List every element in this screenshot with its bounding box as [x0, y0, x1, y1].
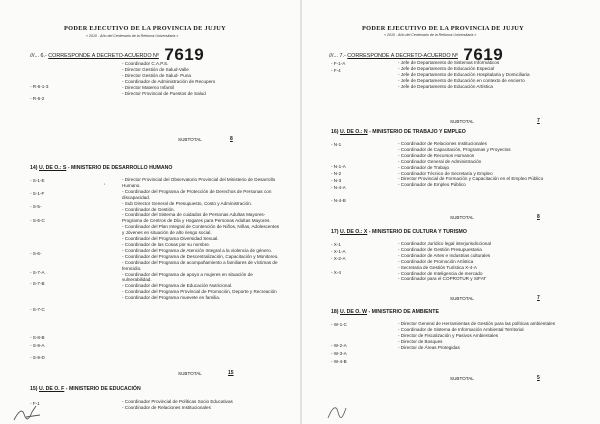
list-item: - Coordinador de Inteligencia de mercado [398, 270, 483, 276]
section-ministry: - MINISTERIO DE EDUCACIÓN [65, 386, 141, 392]
section-ministry: - MINISTERIO DE CULTURA Y TURISMO [368, 229, 467, 235]
code-label: - W-3-A [331, 351, 347, 356]
list-item: - Coordinador del Sistema de cuidados de Personas Adultas Mayores-Programa de Centros de Día y Hogares para Personas Adultas Mayores. [122, 212, 271, 224]
code-label: - N-4-A [331, 185, 346, 190]
list-item: - Coordinador de Gestión. [122, 206, 175, 212]
subtotal-value: 7 [537, 295, 540, 301]
code-label: - S-7-C [30, 307, 45, 312]
subtotal-value: 8 [230, 136, 233, 142]
intro-item-list [122, 61, 292, 96]
section-title [331, 129, 466, 135]
section-number: 14) [30, 165, 38, 171]
list-item: - Secretaria de Gestión Turística X-4-A [398, 264, 477, 270]
code-label: - S-7-B [30, 281, 45, 286]
code-label: - X-1 [331, 242, 341, 247]
section-unit: U. DE O.: S [38, 165, 67, 171]
list-item: - Coordinador de Administración de Recupero [122, 78, 216, 84]
list-item: - Director Provincial del Observatorio Provincial del Ministerio de Desarrollo Humano. [122, 177, 276, 188]
list-item: - Jefe de Departamento de Sistemas Informáticos [398, 60, 500, 65]
subtotal-label: SUBTOTAL [450, 296, 474, 301]
list-item: - Director de Bosques [398, 338, 443, 344]
page-header-subtitle: « 2010 - Año del Centenario de la Reforma Universitaria » [86, 34, 179, 38]
section-title [30, 165, 172, 171]
list-item: - Coordinador Jurídico legal interjurisdiccional [398, 241, 491, 246]
subtotal-label: SUBTOTAL [450, 376, 474, 381]
list-item: - Coordinador de Promoción Artística [398, 258, 474, 264]
code-label: - X-4 [331, 270, 341, 275]
code-label: - S-7-A [30, 270, 45, 275]
subtotal-value: 7 [537, 118, 540, 124]
list-item: - Coordinador de Capacitación, Programas y Proyectos [398, 146, 511, 152]
list-item: - Director Gestión de Salud-Valle [122, 66, 189, 72]
list-item: - Sub Director General de Presupuesto, Costo y Administración. [122, 200, 252, 206]
list-item: - Coordinador del Programa de Descentralización, Capacitación y Monitoreo. [122, 253, 279, 259]
list-item: - Coordinador del Programa de Protección de Derechos de Personas con discapacidad. [122, 188, 272, 200]
list-item: - Jefe de Departamento de Educación en contexto de encierro [398, 77, 525, 83]
list-item: - Coordinador de Trabajo [398, 164, 450, 170]
code-label: - R-6-2 [30, 96, 45, 101]
list-item: - Director Gestión de Salud- Puna [122, 72, 191, 78]
list-item: - Coordinador de Artes e Industrias culturales [398, 252, 491, 258]
handwritten-signature-icon [10, 400, 60, 424]
list-item: - Director Materno Infantil [122, 84, 174, 90]
code-label: - R-6-1-3 [30, 84, 49, 89]
list-item: - Coordinador del Programa de acompañamiento a familiares de víctimas de femicidio. [122, 259, 278, 271]
list-item: - Director de Áreas Protegidas [398, 344, 460, 350]
section-ministry: - MINISTERIO DE DESARROLLO HUMANO [67, 165, 173, 171]
list-item: - Jefe de Departamento de Educación Especial [398, 65, 495, 71]
section-ministry: - MINISTERIO DE AMBIENTE [368, 309, 439, 315]
list-item: - Coordinador de Recursos Humanos [398, 152, 475, 158]
decreto-label: CORRESPONDE A DECRETO-ACUERDO Nº [347, 53, 458, 59]
code-label: - F-1 [30, 401, 40, 406]
code-label: - N-3 [331, 178, 342, 183]
subtotal-label: SUBTOTAL [178, 371, 202, 376]
decreto-number: 7619 [463, 45, 504, 64]
subtotal-value: 15 [228, 370, 234, 376]
code-label: - S-1-F [30, 191, 45, 196]
section-title [331, 229, 467, 235]
list-item: - Director General de Herramientas de Gestión para las políticas ambientales [398, 321, 556, 326]
list-item: - Coordinador del Programa de Atención Integral a la violencia de género. [122, 247, 272, 253]
subtotal-label: SUBTOTAL [450, 119, 474, 124]
code-label: - S-6- [30, 251, 42, 256]
handwritten-signature-icon [322, 398, 362, 422]
code-label: - F-1-A [331, 61, 346, 66]
subtotal-label: SUBTOTAL [178, 137, 202, 142]
page-header-title: PODER EJECUTIVO DE LA PROVINCIA DE JUJUY [362, 25, 524, 32]
code-label: - N-4-B [331, 198, 346, 203]
section-item-list [398, 241, 588, 282]
list-item: - Coordinador del Programa de Educación Nutricional. [122, 283, 233, 289]
code-label: - W-4-B [331, 359, 347, 364]
code-label: - F-4 [331, 68, 341, 73]
list-item: - Coordinador del Plan Integral de Contención de Niños, Niñas, Adolescentes y Jóvenes en situación de alto riesgo social. [122, 224, 280, 236]
section-title [331, 309, 439, 315]
list-item: - Director de Fiscalización y Pasivos Ambientales [398, 332, 499, 338]
list-item: - Coordinador de Empleo Público [398, 182, 466, 188]
section-unit: U. DE O. W [339, 309, 368, 315]
code-label: - N-2 [331, 171, 342, 176]
decreto-label: CORRESPONDE A DECRETO-ACUERDO Nº [48, 53, 159, 59]
section-item-list [122, 177, 280, 301]
section-number: 16) [331, 129, 339, 135]
list-item: - Jefe de Departamento de Educación Artística [398, 83, 493, 89]
code-label: - S-9-A [30, 343, 45, 348]
decreto-line [329, 42, 503, 62]
decreto-prefix: ///... 6.- [30, 53, 47, 59]
section-unit: U. DE O. F [38, 386, 65, 392]
subtotal-value: 5 [537, 375, 540, 381]
list-item: - Coordinador Provincial de Políticas Socio Educativas [122, 399, 233, 404]
list-item: - Director Provincial de Formación y Capacitación en el Empleo Público [398, 176, 544, 182]
list-item: - Coordinador del Programa Diversidad Sexual. [122, 236, 219, 242]
list-item: - Director Provincial de Puestos de Salud [122, 90, 206, 96]
section-item-list [398, 141, 588, 188]
list-item: - Coordinador General de Administración [398, 158, 482, 164]
list-item: - Coordinador de Gestión Presupuestaria [398, 246, 482, 252]
section-number: 17) [331, 229, 339, 235]
code-label: - N-1-A [331, 164, 346, 169]
list-item: - Coordinador para el COPROTUR y SIFAT [398, 276, 487, 282]
list-item: - Coordinador de las Cosas por su nombre. [122, 241, 211, 247]
section-ministry: - MINISTERIO DE TRABAJO Y EMPLEO [369, 129, 466, 135]
page-header-subtitle: « 2010 - Año del Centenario de la Reforma Universitaria » [384, 33, 477, 37]
decreto-prefix: ///... 7.- [329, 53, 346, 59]
code-label: - S-6-C [30, 218, 45, 223]
section-number: 18) [331, 309, 339, 315]
list-item: - Coordinador del Programa de apoyo a mujeres en situación de vulnerabilidad. [122, 271, 253, 283]
section-item-list [398, 321, 588, 351]
intro-item-list [398, 60, 588, 90]
code-label: - N-1 [331, 142, 342, 147]
list-item: - Coordinador de Relaciones Institucionales [398, 141, 487, 146]
decreto-line [30, 42, 204, 62]
section-unit: U. DE O.: X [339, 229, 368, 235]
code-label: - S-1-E [30, 178, 45, 183]
list-item: - Coordinador C.A.P.S. [122, 61, 169, 66]
code-label: - W-1-C [331, 322, 347, 327]
section-unit: U. DE O.: N [339, 129, 368, 135]
section-number: 15) [30, 386, 38, 392]
list-item: - Coordinador del Programa muevete en familia. [122, 295, 221, 301]
subtotal-label: SUBTOTAL [450, 215, 474, 220]
page-header-title: PODER EJECUTIVO DE LA PROVINCIA DE JUJUY [64, 25, 226, 32]
section-item-list [122, 399, 292, 411]
decreto-number: 7619 [164, 45, 205, 64]
list-item: - Jefe de Departamento de Educación Hospitalaria y Domiciliaria [398, 71, 530, 77]
handwritten-mark: ' [104, 184, 106, 190]
document-page-7 [302, 0, 600, 424]
list-item: - Coordinador Técnico de Secretaría y Empleo [398, 170, 493, 176]
list-item: - Coordinador de Relaciones Institucionales [122, 404, 211, 410]
code-label: - X-1-A [331, 249, 346, 254]
list-item: - Coordinador del Programa Provincial de Promoción, Deporte y Recreación [122, 289, 277, 295]
code-label: - S-8-B [30, 335, 45, 340]
section-title [30, 386, 141, 392]
code-label: - X-2-A [331, 256, 346, 261]
subtotal-value: 8 [537, 214, 540, 220]
code-label: - S-5- [30, 204, 42, 209]
code-label: - S-9-D [30, 355, 45, 360]
list-item: - Coordinador de Sistema de Información Ambiental Territorial [398, 326, 524, 332]
code-label: - W-2-A [331, 343, 347, 348]
